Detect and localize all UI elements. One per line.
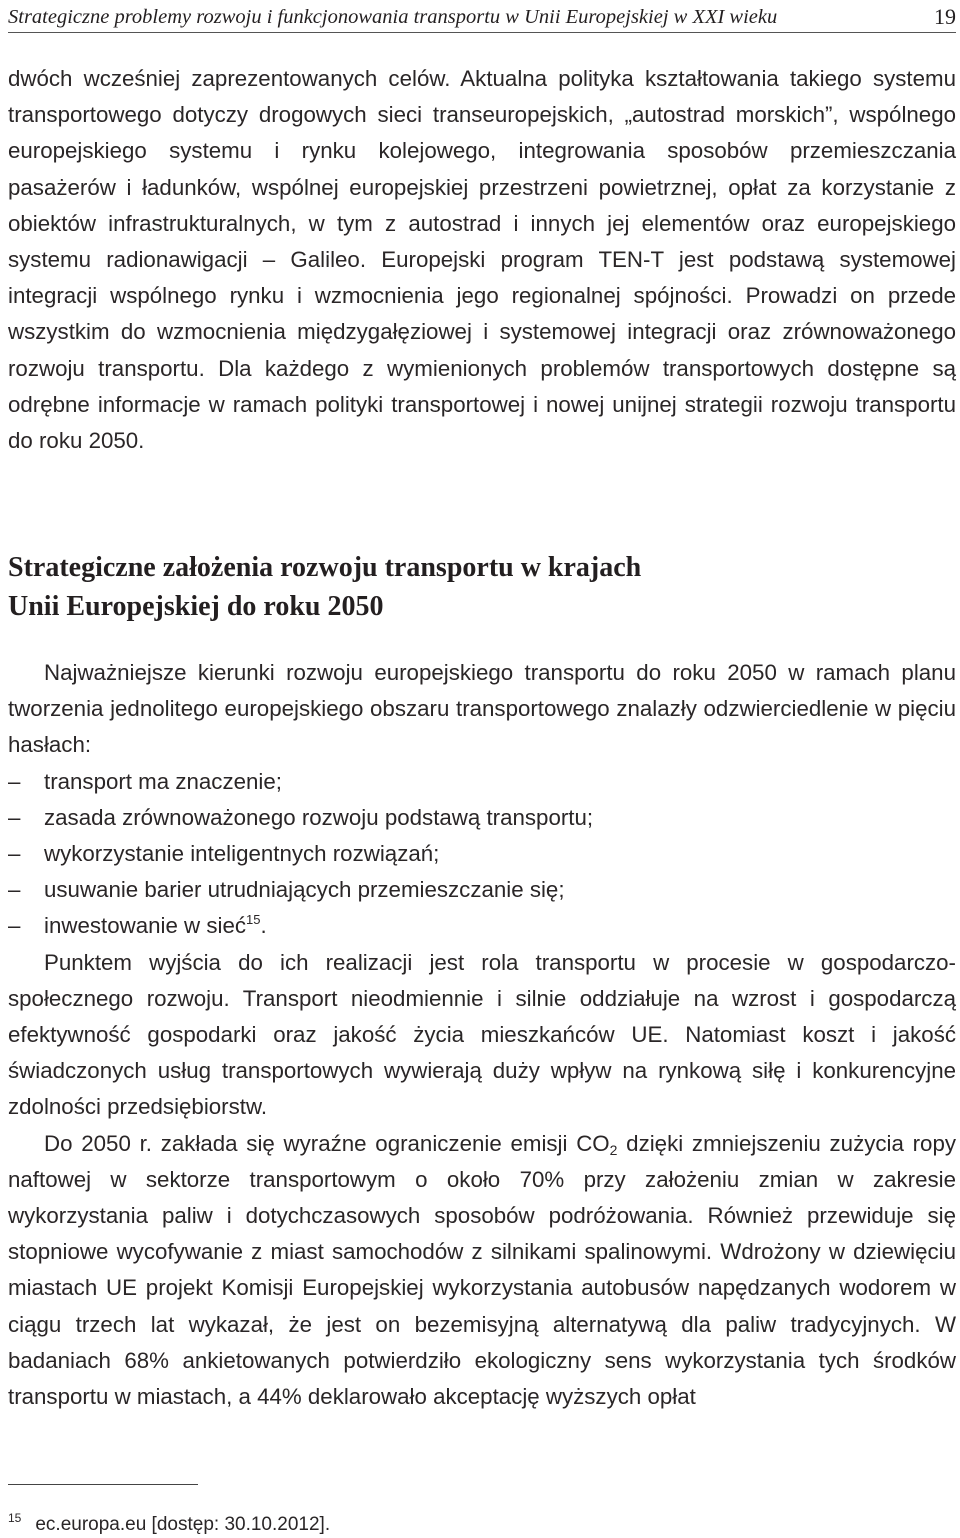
section-body	[8, 655, 956, 1415]
list-dash: –	[8, 804, 21, 830]
co2-subscript: 2	[609, 1141, 618, 1158]
paragraph-2: Punktem wyjścia do ich realizacji jest rola transportu w procesie w gospodarczo-społecznego rozwoju. Transport nieodmiennie i silnie oddziałuje na wzrost i gospodarczą efektywność gospodarki oraz jakość życia mieszkańców UE. Natomiast koszt i jakość świadczonych usług transportowych wywierają duży wpływ na rynkową siłę i konkurencyjne zdolności przedsiębiorstw.	[8, 949, 956, 1120]
paragraph-3	[8, 1126, 956, 1416]
list-item	[8, 800, 956, 836]
list-item	[8, 836, 956, 872]
section-heading	[8, 548, 956, 626]
list-item-text: usuwanie barier utrudniających przemieszczanie się;	[44, 877, 565, 903]
footnote-rule	[8, 1484, 198, 1485]
list-dash: –	[8, 841, 21, 867]
paragraph-3-start: Do 2050 r. zakłada się wyraźne ograniczenie emisji CO	[44, 1130, 610, 1156]
section-intro: Najważniejsze kierunki rozwoju europejskiego transportu do roku 2050 w ramach planu tworzenia jednolitego europejskiego obszaru transportowego znalazły odzwierciedlenie w pięciu hasłach:	[8, 660, 956, 758]
footnote	[8, 1505, 330, 1538]
running-head-title: Strategiczne problemy rozwoju i funkcjonowania transportu w Unii Europejskiej w XXI wieku	[8, 6, 778, 28]
footnote-text: ec.europa.eu [dostęp: 30.10.2012].	[35, 1514, 331, 1535]
list-item-text: transport ma znaczenie;	[44, 768, 282, 794]
slogan-list	[8, 764, 956, 945]
list-item	[8, 908, 956, 944]
list-item-text: wykorzystanie inteligentnych rozwiązań;	[44, 841, 440, 867]
footnote-ref[interactable]: 15	[246, 912, 261, 928]
paragraph-3-rest: dzięki zmniejszeniu zużycia ropy naftowej w sektorze transportowym o około 70% przy założeniu zmian w zakresie wykorzystania paliw i dotychczasowych sposobów podróżowania. Również przewiduje się stopniowe wycofywanie z miast samochodów z silnikami spalinowymi. Wdrożony w dziewięciu miastach UE projekt Komisji Europejskiej wykorzystania autobusów napędzanych wodorem w ciągu trzech lat wykazał, że jest on bezemisyjną alternatywą dla paliw tradycyjnych. W badaniach 68% ankietowanych potwierdziło ekologiczny sens wykorzystania tych środków transportu w miastach, a 44% deklarowało akceptację wyższych opłat	[8, 1130, 956, 1410]
list-item-end: .	[260, 913, 267, 939]
list-item-text: inwestowanie w sieć	[44, 913, 247, 939]
list-item-text: zasada zrównoważonego rozwoju podstawą transportu;	[44, 804, 594, 830]
list-dash: –	[8, 913, 21, 939]
section-heading-line2: Unii Europejskiej do roku 2050	[8, 591, 384, 622]
list-item	[8, 872, 956, 908]
page-number: 19	[934, 4, 956, 29]
paragraph-intro: dwóch wcześniej zaprezentowanych celów. Aktualna polityka kształtowania takiego systemu transportowego dotyczy drogowych sieci transeuropejskich, „autostrad morskich”, wspólnego europejskiego systemu i rynku kolejowego, integrowania sposobów przemieszczania pasażerów i ładunków, wspólnej europejskiej przestrzeni powietrznej, opłat za korzystanie z obiektów infrastrukturalnych, w tym z autostrad i innych jej elementów oraz europejskiego systemu radionawigacji – Galileo. Europejski program TEN-T jest podstawą systemowej integracji wspólnego rynku i wzmocnienia jego regionalnej spójności. Prowadzi on przede wszystkim do wzmocnienia międzygałęziowej i systemowej integracji oraz zrównoważonego rozwoju transportu. Dla każdego z wymienionych problemów transportowych dostępne są odrębne informacje w ramach polityki transportowej i nowej unijnej strategii rozwoju transportu do roku 2050.	[8, 66, 956, 454]
list-item	[8, 764, 956, 800]
running-head	[8, 4, 956, 33]
list-dash: –	[8, 768, 21, 794]
footnote-number: 15	[8, 1511, 22, 1525]
section-heading-line1: Strategiczne założenia rozwoju transportu w krajach	[8, 552, 642, 583]
list-dash: –	[8, 877, 21, 903]
